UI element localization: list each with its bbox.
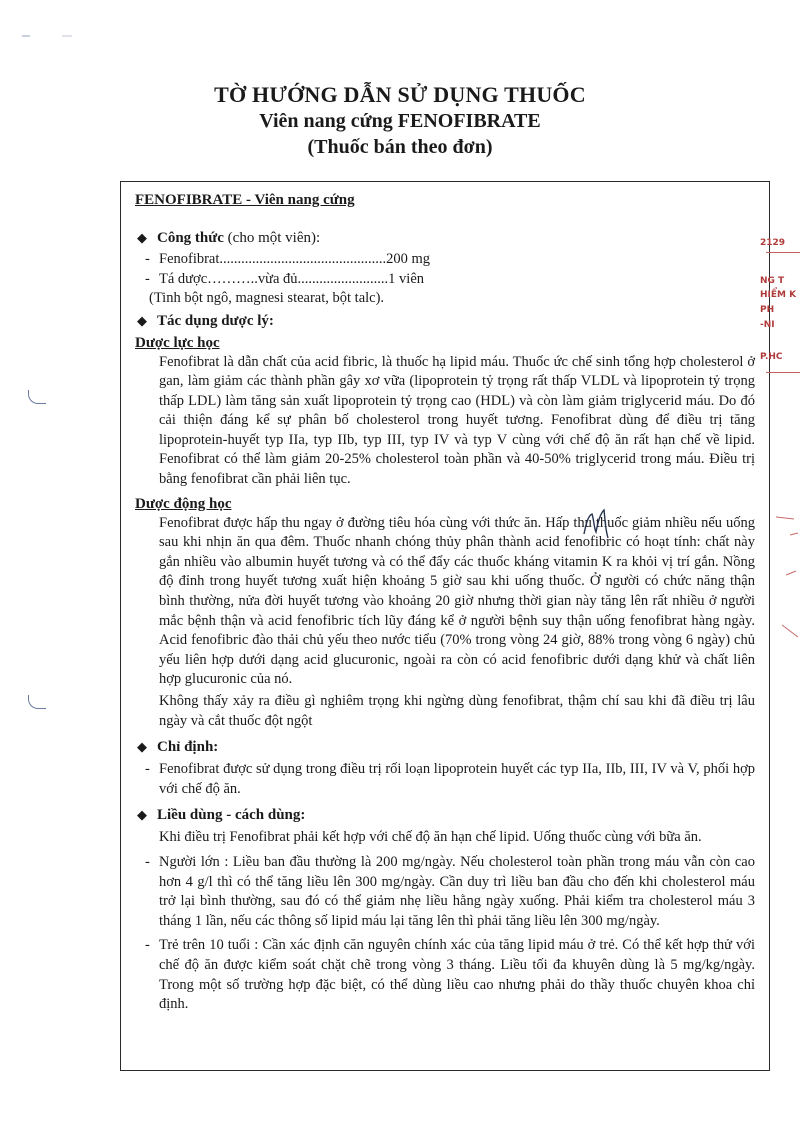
stamp-border-line (766, 252, 800, 253)
leaflet-content (135, 186, 755, 1015)
handwritten-signature (578, 506, 618, 542)
stamp-fragment: 2129 (760, 238, 786, 248)
pharmacokinetics-text: Fenofibrat được hấp thu ngay ở đường tiêu hóa cùng với thức ăn. Hấp thu thuốc giảm nhiều nếu uống sau khi nhịn ăn qua đêm. Thuốc nhanh chóng thủy phân thành acid fenofibric có hoạt tính: chất này gắn nhiều vào albumin huyết tương và có thể đẩy các thuốc kháng vitamin K ra khỏi vị trí gắn. Nồng độ đỉnh trong huyết tương xuất hiện khoảng 5 giờ sau khi uống thuốc. Ở người có chức năng thận bình thường, nửa đời huyết tương vào khoảng 20 giờ nhưng thời gian này tăng lên rất nhiều ở người mắc bệnh thận và acid fenofibric tích lũy đáng kể ở người bệnh suy thận uống fenofibrat hàng ngày. Acid fenofibric đào thải chủ yếu theo nước tiểu (70% trong vòng 24 giờ, 88% trong vòng 6 ngày) chủ yếu liên hợp dưới dạng acid glucuronic, ngoài ra còn có acid fenofibric dưới dạng khử và chất liên hợp glucuronic của nó. (159, 514, 755, 688)
leaflet-content-box (120, 181, 770, 1071)
diamond-bullet-icon: ◆ (137, 230, 147, 245)
composition-list (135, 250, 755, 309)
pharmacokinetics-heading: Dược động học (135, 495, 232, 512)
document-title: TỜ HƯỚNG DẪN SỬ DỤNG THUỐC (214, 82, 586, 107)
document-title-block (0, 82, 800, 160)
prescription-note: (Thuốc bán theo đơn) (307, 136, 493, 158)
stamp-fragment-marks (772, 505, 800, 655)
scan-artifact (22, 34, 72, 38)
composition-section-heading (135, 228, 755, 248)
dosage-adult: - Người lớn : Liều ban đầu thường là 200 mg/ngày. Nếu cholesterol toàn phần trong máu vẫn còn cao hơn 4 g/l thì có thể tăng liều lên 300 mg/ngày. Cần duy trì liều ban đầu cho đến khi cholesterol máu trở lại bình thường, sau đó có thể giảm nhẹ liều hằng ngày xuống. Phải kiểm tra cholesterol máu 3 tháng 1 lần, nếu các thông số lipid máu lại tăng lên thì phải tăng liều lên 300 mg/ngày. (145, 853, 755, 929)
indications-text: - Fenofibrat được sử dụng trong điều trị rối loạn lipoprotein huyết các typ IIa, IIb, III, IV và V, phối hợp với chế độ ăn. (145, 761, 755, 797)
product-name: Viên nang cứng FENOFIBRATE (259, 110, 541, 132)
composition-note: (Tinh bột ngô, magnesi stearat, bột talc). (149, 290, 385, 306)
indications-label: Chỉ định: (157, 739, 219, 756)
stamp-border-line (766, 372, 800, 373)
dosage-child: - Trẻ trên 10 tuổi : Cần xác định căn nguyên chính xác của tăng lipid máu ở trẻ. Có thể kết hợp thử với chế độ ăn được kiểm soát chặt chẽ trong vòng 3 tháng. Liều tối đa khuyên dùng là 5 mg/kg/ngày. Trong một số trường hợp đặc biệt, có thể dùng liều cao nhưng phải do thầy thuốc chuyên khoa chỉ định. (145, 937, 755, 1013)
pharmacodynamics-heading: Dược lực học (135, 334, 220, 351)
composition-line-excipient: - Tá dược………..vừa đủ.........................1 viên (145, 270, 425, 287)
diamond-bullet-icon: ◆ (137, 312, 147, 328)
stamp-fragment: -NI (760, 320, 775, 330)
stamp-fragment: NG T (760, 276, 785, 286)
pharmacodynamics-text: Fenofibrat là dẫn chất của acid fibric, là thuốc hạ lipid máu. Thuốc ức chế sinh tổng hợp cholesterol ở gan, làm giảm các thành phần gây xơ vữa (lipoprotein tỷ trọng rất thấp VLDL và lipoprotein tỷ trọng thấp LDL) làm tăng sản xuất lipoprotein tỷ trọng cao (HDL) và còn làm giảm triglycerid máu. Do đó cải thiện đáng kể sự phân bố cholesterol trong huyết tương. Fenofibrat dùng để điều trị tăng lipoprotein-huyết typ IIa, typ IIb, typ III, typ IV và typ V cùng với chế độ ăn rất hạn chế về lipid. Fenofibrat có thể làm giảm 20-25% cholesterol toàn phần và 40-50% triglycerid trong máu. Điều trị bằng fenofibrat cần phải liên tục. (159, 353, 755, 488)
pharmacokinetics-text-2: Không thấy xảy ra điều gì nghiêm trọng khi ngừng dùng fenofibrat, thậm chí sau khi đã điều trị lâu ngày và cắt thuốc đột ngột (159, 693, 755, 729)
pharmacology-section-heading (135, 311, 755, 331)
diamond-bullet-icon: ◆ (137, 807, 147, 823)
indications-section-heading (135, 737, 755, 757)
diamond-bullet-icon: ◆ (137, 739, 147, 755)
box-heading: FENOFIBRATE - Viên nang cứng (135, 192, 355, 208)
dosage-section-heading (135, 805, 755, 825)
stamp-fragment: PH (760, 305, 775, 315)
dosage-label: Liều dùng - cách dùng: (157, 807, 306, 824)
composition-line-active: - Fenofibrat..............................................200 mg (145, 251, 431, 267)
punch-hole-mark (28, 695, 46, 709)
stamp-fragment: HIỂM K (760, 290, 797, 300)
pharmacology-label: Tác dụng dược lý: (157, 312, 274, 329)
stamp-fragment: P.HC (760, 352, 783, 362)
dosage-intro: Khi điều trị Fenofibrat phải kết hợp với chế độ ăn hạn chế lipid. Uống thuốc cùng với bữa ăn. (159, 829, 702, 846)
composition-qualifier: (cho một viên): (223, 230, 321, 246)
punch-hole-mark (28, 390, 46, 404)
composition-label: Công thức (157, 230, 224, 246)
